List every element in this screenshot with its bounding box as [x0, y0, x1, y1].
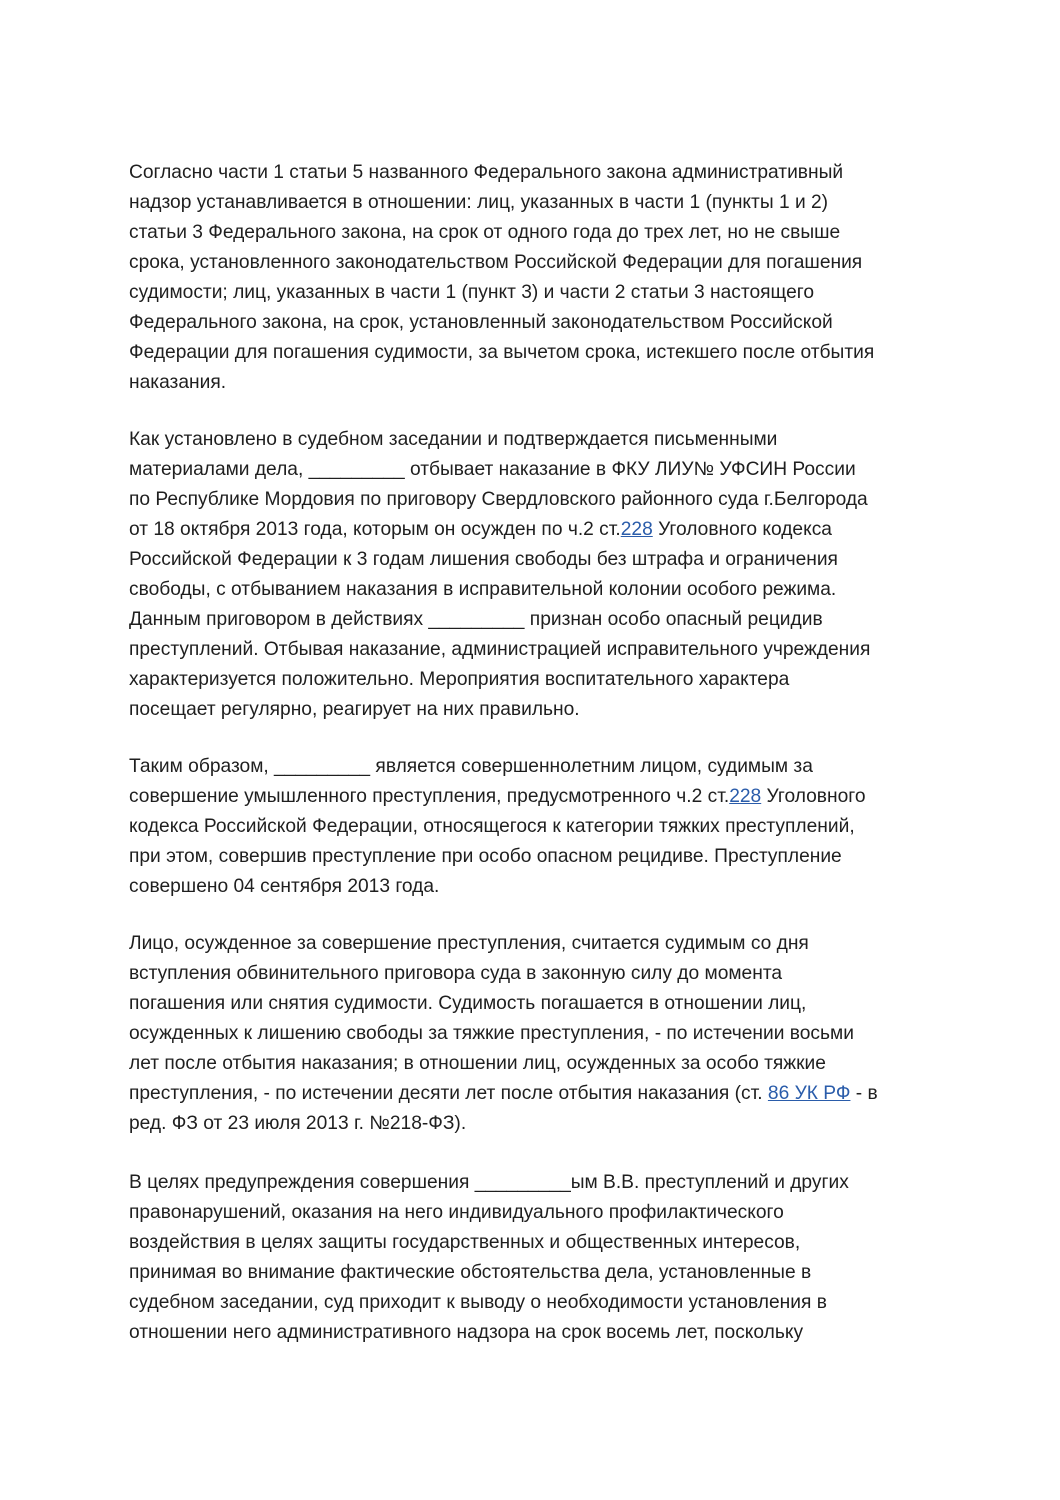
- paragraph-line: срока, установленного законодательством Российской Федерации для погашения: [129, 252, 863, 273]
- paragraph-line: отношении него административного надзора на срок восемь лет, поскольку: [129, 1322, 804, 1343]
- paragraph-line: посещает регулярно, реагирует на них правильно.: [129, 699, 580, 720]
- paragraph-line: судебном заседании, суд приходит к выводу о необходимости установления в: [129, 1292, 827, 1313]
- paragraph-line: надзор устанавливается в отношении: лиц, указанных в части 1 (пункты 1 и 2): [129, 192, 829, 213]
- paragraph-line: [129, 782, 935, 812]
- paragraph-line: Данным приговором в действиях _________ признан особо опасный рецидив: [129, 609, 823, 630]
- line-text: совершение умышленного преступления, предусмотренного ч.2 ст.: [129, 786, 730, 807]
- paragraph-4: [129, 929, 935, 1139]
- paragraph-line: статьи 3 Федерального закона, на срок от одного года до трех лет, но не свыше: [129, 222, 841, 243]
- paragraph-line: совершено 04 сентября 2013 года.: [129, 876, 440, 897]
- paragraph-line: характеризуется положительно. Мероприятия воспитательного характера: [129, 669, 790, 690]
- line-text: от 18 октября 2013 года, которым он осужден по ч.2 ст.: [129, 519, 621, 540]
- law-reference-link[interactable]: 86 УК РФ: [767, 1083, 851, 1104]
- paragraph-line: материалами дела, _________ отбывает наказание в ФКУ ЛИУ№ УФСИН России: [129, 459, 856, 480]
- paragraph-3: [129, 752, 935, 902]
- paragraph-line: Лицо, осужденное за совершение преступления, считается судимым со дня: [129, 933, 809, 954]
- paragraph-line: кодекса Российской Федерации, относящегося к категории тяжких преступлений,: [129, 816, 855, 837]
- paragraph-line: Российской Федерации к 3 годам лишения свободы без штрафа и ограничения: [129, 549, 838, 570]
- paragraph-5: [129, 1168, 935, 1348]
- paragraph-line: Федерального закона, на срок, установленный законодательством Российской: [129, 312, 833, 333]
- line-text: Уголовного: [761, 786, 866, 807]
- paragraph-line: правонарушений, оказания на него индивидуального профилактического: [129, 1202, 784, 1223]
- paragraph-line: погашения или снятия судимости. Судимость погашается в отношении лиц,: [129, 993, 807, 1014]
- paragraph-line: лет после отбытия наказания; в отношении лиц, осужденных за особо тяжкие: [129, 1053, 826, 1074]
- paragraph-line: [129, 515, 935, 545]
- paragraph-line: наказания.: [129, 372, 227, 393]
- paragraph-line: судимости; лиц, указанных в части 1 (пункт 3) и части 2 статьи 3 настоящего: [129, 282, 814, 303]
- paragraph-line: преступлений. Отбывая наказание, администрацией исправительного учреждения: [129, 639, 871, 660]
- paragraph-line: по Республике Мордовия по приговору Свердловского районного суда г.Белгорода: [129, 489, 868, 510]
- paragraph-line: принимая во внимание фактические обстоятельства дела, установленные в: [129, 1262, 812, 1283]
- paragraph-line: [129, 1079, 935, 1109]
- paragraph-line: осужденных к лишению свободы за тяжкие преступления, - по истечении восьми: [129, 1023, 854, 1044]
- line-text: Уголовного кодекса: [652, 519, 832, 540]
- paragraph-line: свободы, с отбыванием наказания в исправительной колонии особого режима.: [129, 579, 837, 600]
- paragraph-line: при этом, совершив преступление при особо опасном рецидиве. Преступление: [129, 846, 842, 867]
- paragraph-line: В целях предупреждения совершения _________ым В.В. преступлений и других: [129, 1172, 849, 1193]
- paragraph-line: вступления обвинительного приговора суда в законную силу до момента: [129, 963, 783, 984]
- paragraph-line: Федерации для погашения судимости, за вычетом срока, истекшего после отбытия: [129, 342, 875, 363]
- paragraph-line: Как установлено в судебном заседании и подтверждается письменными: [129, 429, 778, 450]
- paragraph-1: [129, 158, 935, 398]
- paragraph-line: воздействия в целях защиты государственных и общественных интересов,: [129, 1232, 801, 1253]
- law-reference-link[interactable]: 228: [620, 519, 653, 540]
- paragraph-line: Согласно части 1 статьи 5 названного Федерального закона административный: [129, 162, 844, 183]
- paragraph-2: [129, 425, 935, 725]
- line-text: преступления, - по истечении десяти лет после отбытия наказания (ст.: [129, 1083, 768, 1104]
- line-text: - в: [850, 1083, 878, 1104]
- paragraph-line: ред. ФЗ от 23 июля 2013 г. №218-ФЗ).: [129, 1113, 467, 1134]
- law-reference-link[interactable]: 228: [729, 786, 762, 807]
- paragraph-line: Таким образом, _________ является совершеннолетним лицом, судимым за: [129, 756, 813, 777]
